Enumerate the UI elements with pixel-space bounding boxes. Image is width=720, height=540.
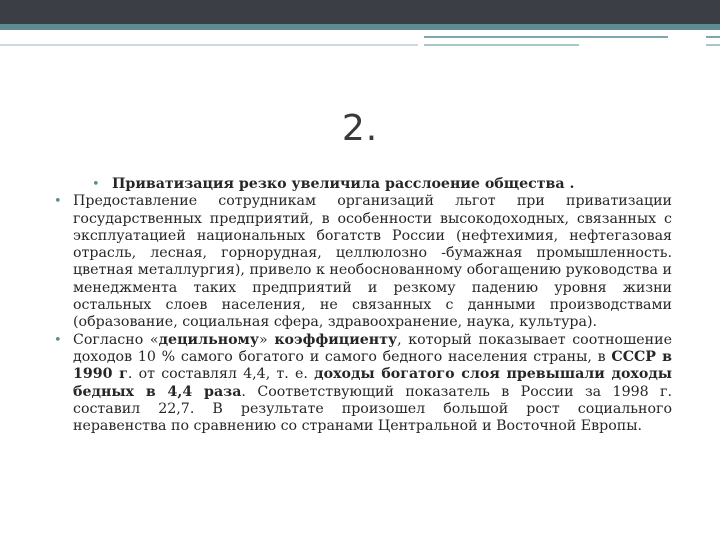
bullet-icon: • <box>54 332 62 348</box>
paragraph-text: Предоставление сотрудникам организаций льгот при приватизации государственных предприятий, в особенности высокодоходных, связанных с эксплуатацией национальных богатств России (нефтехимия, нефтегазовая отрасль, лесная, горнорудная, целлюлозно -бумажная промышленность. цветная металлургия), привело к необоснованному обогащению руководства и менеджмента таких предприятий и резкому падению уровня жизни остальных слоев населения, не связанных с данными производствами (образование, социальная сфера, здравоохранение, наука, культура). <box>73 193 672 331</box>
bullet-item-decile <box>46 332 672 436</box>
emphasis-income-ratio: доходы богатого слоя превышали доходы бедных в 4,4 раза <box>73 366 673 400</box>
text-run: Согласно « <box>73 331 159 348</box>
decor-line <box>424 44 579 46</box>
text-run: . от составлял 4,4, т. е. <box>127 366 315 383</box>
accent-bar <box>0 24 720 30</box>
paragraph-text <box>73 332 672 434</box>
text-run: , который показывает соотношение доходов 10 % самого богатого и самого бедного населения страны, в <box>73 331 672 365</box>
lead-text: Приватизация резко увеличила расслоение общества . <box>112 176 575 192</box>
decor-line <box>424 36 668 38</box>
emphasis-coefficient: коэффициенту <box>274 331 398 348</box>
emphasis-ussr-1990: СССР в 1990 г <box>73 348 672 383</box>
bullet-item-lead <box>46 176 672 193</box>
decor-line <box>706 36 720 38</box>
header-band <box>0 0 720 24</box>
slide-title: 2. <box>341 108 379 149</box>
emphasis-decile: децильному <box>158 331 259 348</box>
bullet-icon: • <box>54 194 62 210</box>
bullet-icon: • <box>92 177 100 192</box>
slide-body <box>46 176 672 435</box>
decor-line <box>706 44 720 46</box>
bullet-item-privileges <box>46 193 672 331</box>
text-run: » <box>258 331 275 348</box>
text-run: . Соответствующий показатель в России за 1998 г. составил 22,7. В результате произошел большой рост социального неравенства по сравнению со странами Центральной и Восточной Европы. <box>73 383 672 435</box>
decor-line <box>0 44 418 46</box>
